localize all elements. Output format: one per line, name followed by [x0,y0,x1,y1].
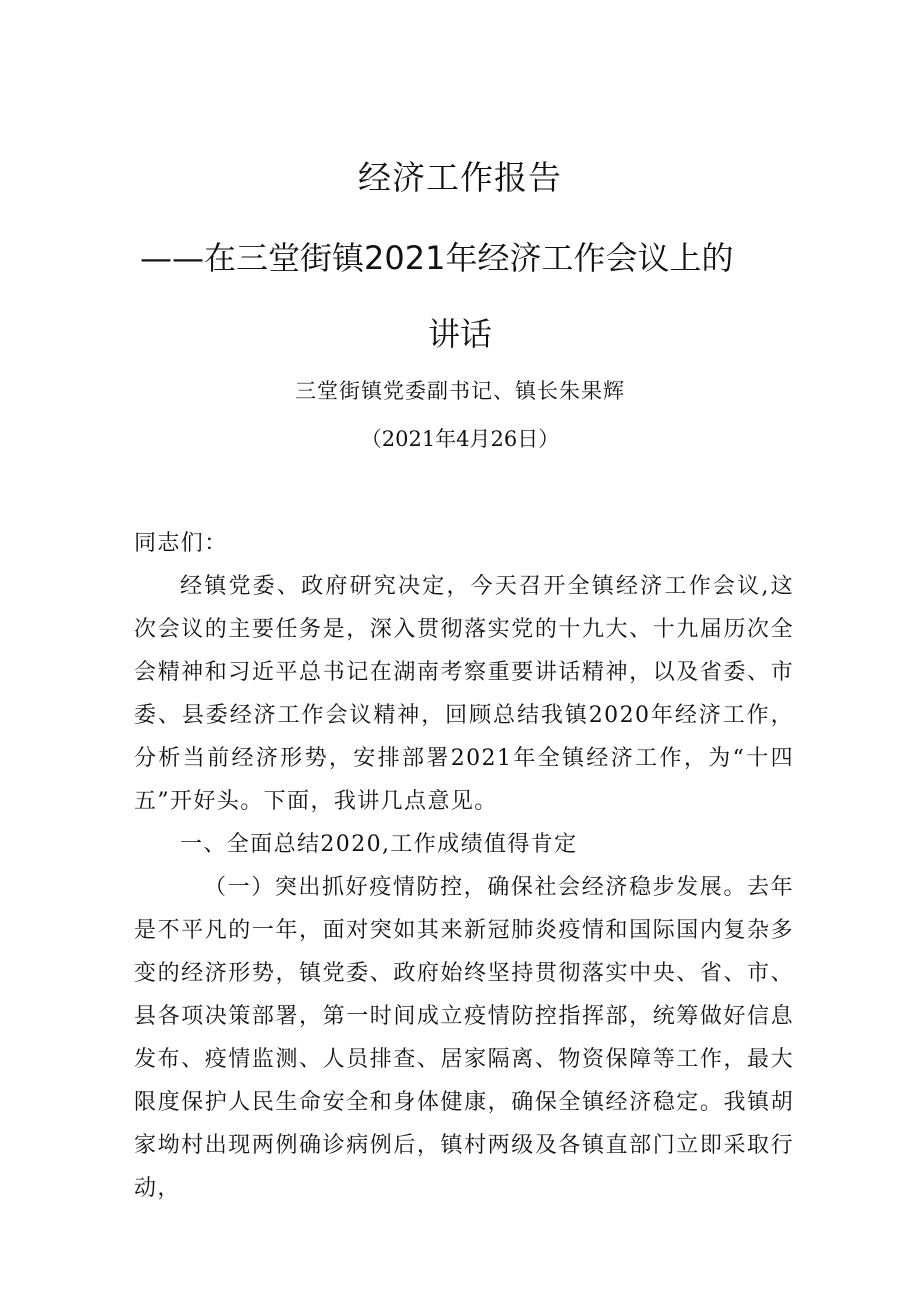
document-subtitle-line2: 讲话 [427,315,492,353]
document-title: 经济工作报告 [358,158,562,197]
salutation: 同志们： [134,531,228,556]
document-date: （2021年4月26日） [360,427,560,451]
document-author: 三堂街镇党委副书记、镇长朱果辉 [295,379,625,403]
paragraph-intro: 经镇党委、政府研究决定，今天召开全镇经济工作会议,这次会议的主要任务是，深入贯彻落实党的十九大、十九届历次全会精神和习近平总书记在湖南考察重要讲话精神，以及省委、市委、县委经济工作会议精神，回顾总结我镇2020年经济工作，分析当前经济形势，安排部署2021年全镇经济工作，为“十四五”开好头。下面，我讲几点意见。 [134,574,794,814]
sub-section-paragraph-1: （一）突出抓好疫情防控，确保社会经济稳步发展。去年是不平凡的一年，面对突如其来新冠肺炎疫情和国际国内复杂多变的经济形势，镇党委、政府始终坚持贯彻落实中央、省、市、县各项决策部署，第一时间成立疫情防控指挥部，统筹做好信息发布、疫情监测、人员排查、居家隔离、物资保障等工作，最大限度保护人民生命安全和身体健康，确保全镇经济稳定。我镇胡家坳村出现两例确诊病例后，镇村两级及各镇直部门立即采取行动， [134,875,794,1201]
document-body [134,522,794,1210]
document-subtitle-line1: ——在三堂街镇2021年经济工作会议上的 [140,239,734,277]
section-heading-1: 一、全面总结2020,工作成绩值得肯定 [180,832,578,857]
